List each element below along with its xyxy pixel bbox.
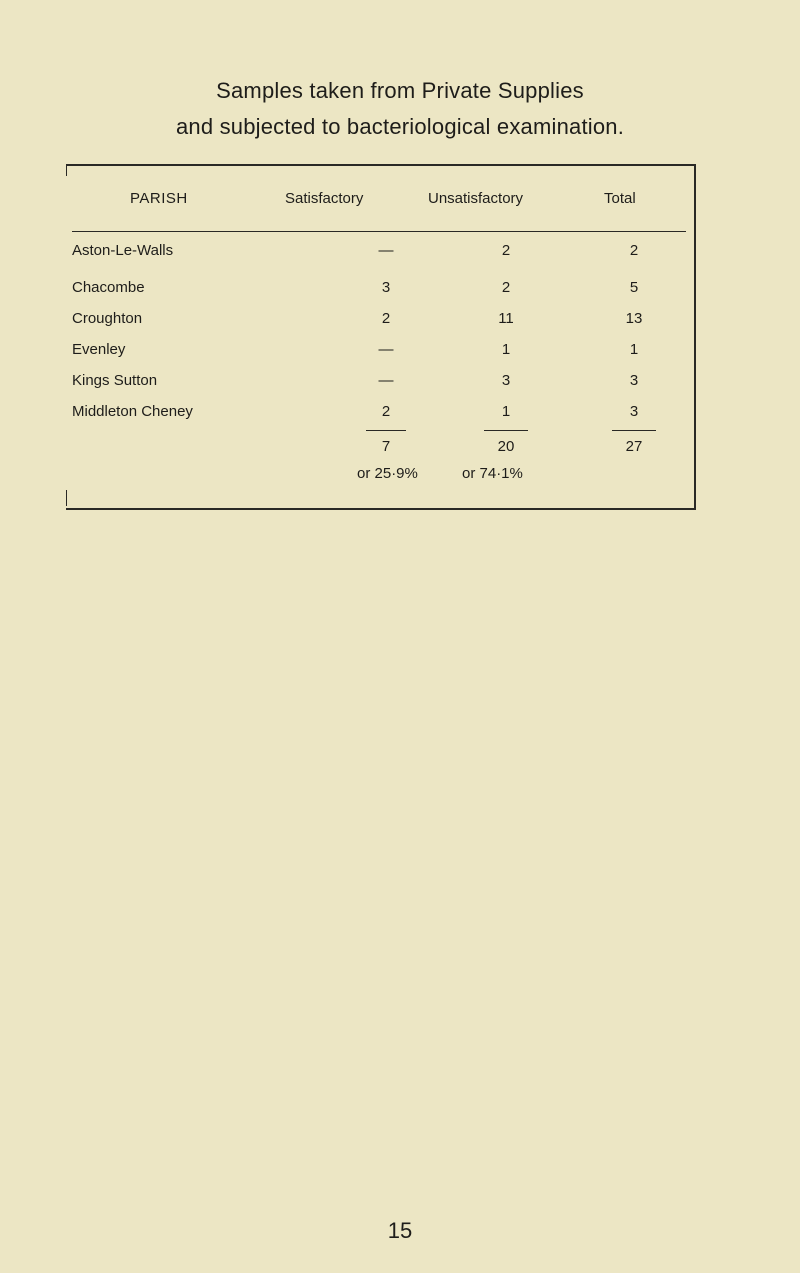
- satisfactory-percentage: or 25·9%: [357, 465, 418, 482]
- table-frame: [66, 164, 696, 510]
- unsatisfactory-cell: 3: [501, 372, 511, 389]
- parish-cell: Aston-Le-Walls: [72, 242, 174, 259]
- parish-cell: Croughton: [72, 310, 143, 327]
- satisfactory-cell: 3: [381, 279, 391, 296]
- title-line-2: and subjected to bacteriological examination.: [175, 114, 625, 139]
- unsatisfactory-cell: 2: [501, 279, 511, 296]
- table-left-edge-top: [66, 164, 67, 176]
- unsatisfactory-total: 20: [497, 438, 515, 455]
- header-rule: [72, 231, 686, 232]
- header-parish: PARISH: [130, 190, 188, 207]
- parish-cell: Kings Sutton: [72, 372, 158, 389]
- title-line-1: Samples taken from Private Supplies: [216, 78, 584, 103]
- satisfactory-cell: —: [378, 372, 394, 389]
- total-cell: 2: [629, 242, 639, 259]
- total-cell: 5: [629, 279, 639, 296]
- unsatisfactory-percentage: or 74·1%: [462, 465, 523, 482]
- satisfactory-total: 7: [381, 438, 391, 455]
- total-cell: 3: [629, 372, 639, 389]
- satisfactory-cell: —: [378, 341, 394, 358]
- unsatisfactory-sum-rule: [484, 430, 528, 431]
- total-cell: 1: [629, 341, 639, 358]
- page-number: 15: [387, 1218, 413, 1243]
- header-satisfactory: Satisfactory: [285, 190, 364, 207]
- header-unsatisfactory: Unsatisfactory: [428, 190, 524, 207]
- unsatisfactory-cell: 11: [498, 310, 514, 327]
- total-cell: 13: [625, 310, 643, 327]
- satisfactory-sum-rule: [366, 430, 406, 431]
- header-total: Total: [604, 190, 636, 207]
- total-sum-rule: [612, 430, 656, 431]
- satisfactory-cell: 2: [381, 310, 391, 327]
- unsatisfactory-cell: 2: [501, 242, 511, 259]
- total-cell: 3: [629, 403, 639, 420]
- parish-cell: Middleton Cheney: [72, 403, 193, 420]
- parish-cell: Chacombe: [72, 279, 145, 296]
- table-left-edge-bottom: [66, 490, 67, 506]
- unsatisfactory-cell: 1: [501, 403, 511, 420]
- parish-cell: Evenley: [72, 341, 126, 358]
- satisfactory-cell: —: [378, 242, 394, 259]
- grand-total: 27: [625, 438, 643, 455]
- satisfactory-cell: 2: [381, 403, 391, 420]
- unsatisfactory-cell: 1: [501, 341, 511, 358]
